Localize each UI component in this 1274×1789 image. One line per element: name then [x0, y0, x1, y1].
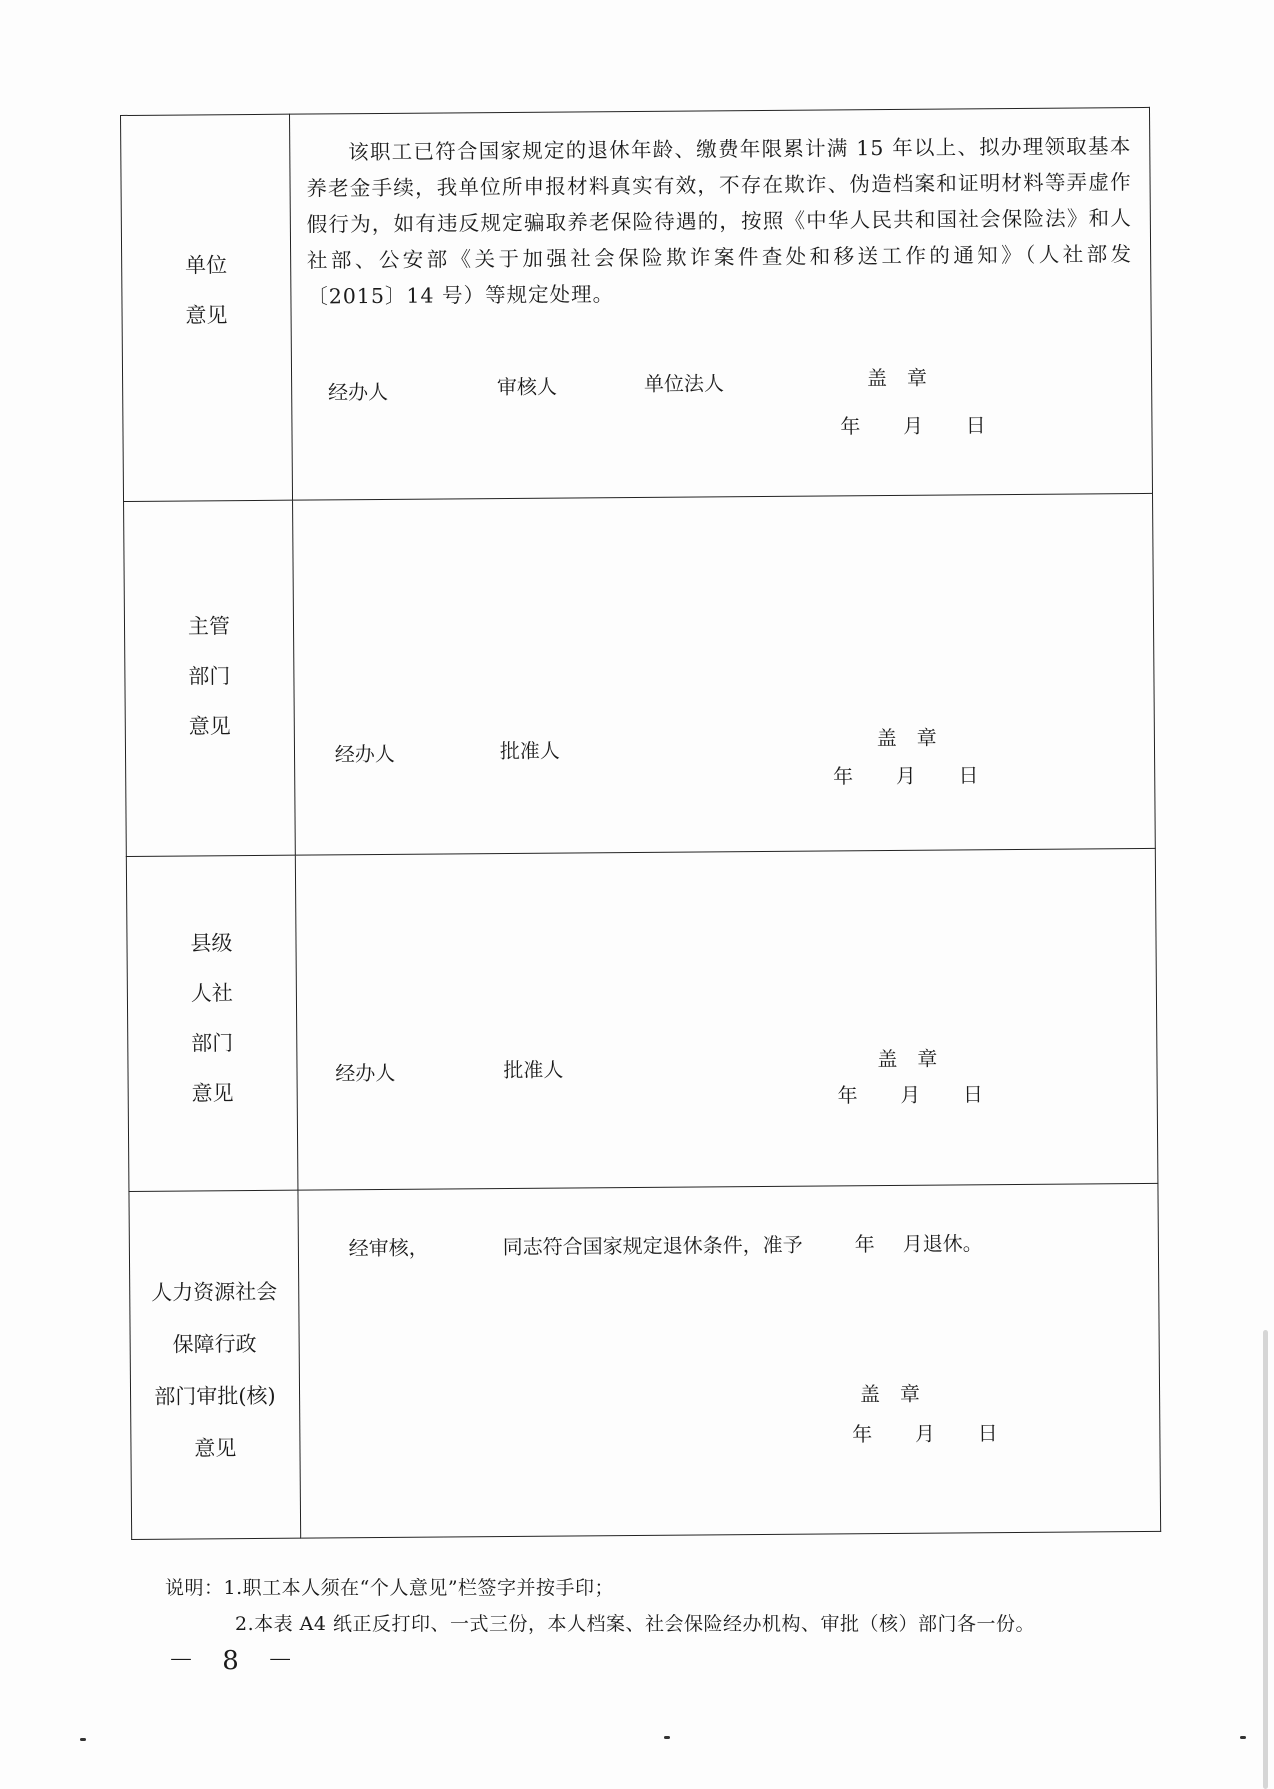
vertical-scrollbar[interactable] — [1263, 1330, 1268, 1789]
label-char: 障 — [193, 1332, 215, 1357]
seal-label: 盖 章 — [877, 1046, 938, 1072]
label-char: 意 — [191, 1081, 213, 1106]
label-char: 见 — [206, 303, 228, 328]
statement-part: 同志符合国家规定退休条件，准予 — [502, 1232, 803, 1260]
handler-signature-label: 经办人 — [334, 741, 395, 767]
supervisor-opinion-label — [125, 601, 294, 752]
label-char: 县 — [190, 931, 212, 956]
unit-opinion-row — [121, 107, 1153, 501]
month-label: 月 — [902, 413, 924, 438]
approval-form-table — [120, 107, 1161, 1540]
date-line — [852, 1417, 998, 1447]
year-label: 年 — [840, 414, 861, 439]
month-label: 月 — [900, 1082, 921, 1107]
label-char: 意 — [188, 714, 210, 739]
day-label: 日 — [977, 1421, 998, 1446]
label-char: 位 — [205, 253, 228, 278]
label-char: 意 — [185, 303, 207, 328]
label-char: 部 — [191, 1031, 213, 1056]
label-char: 行 — [214, 1332, 236, 1357]
label-line: 人力资源社会 — [151, 1279, 278, 1305]
label-char: 见 — [212, 1081, 234, 1106]
label-char: 门 — [209, 664, 231, 689]
label-line: 部门审批(核) — [154, 1383, 276, 1409]
scan-speck — [1240, 1736, 1246, 1739]
label-char: 保 — [172, 1332, 194, 1357]
statement-part: 月退休。 — [902, 1231, 983, 1256]
label-char: 部 — [188, 664, 210, 689]
note-line-2: 2.本表 A4 纸正反打印、一式三份，本人档案、社会保险经办机构、审批（核）部门各一份。 — [235, 1613, 1036, 1635]
statement-part: 年 — [854, 1232, 875, 1257]
label-char: 单 — [184, 253, 207, 278]
label-char: 级 — [211, 931, 233, 956]
hrss-approval-content-cell — [298, 1183, 1161, 1538]
date-line — [833, 759, 979, 789]
label-char: 主 — [187, 614, 210, 639]
approver-signature-label: 批准人 — [499, 738, 560, 764]
county-hr-opinion-row — [126, 848, 1158, 1191]
unit-opinion-content-cell — [289, 107, 1152, 500]
label-char: 政 — [235, 1331, 257, 1357]
supervisor-opinion-label-cell — [124, 500, 296, 856]
county-hr-opinion-label-cell — [126, 855, 297, 1191]
label-char: 社 — [211, 981, 233, 1006]
form-notes — [165, 1570, 1035, 1642]
month-label: 月 — [914, 1421, 936, 1446]
day-label: 日 — [958, 763, 979, 788]
supervisor-opinion-content-cell — [292, 493, 1155, 855]
handler-signature-label: 经办人 — [335, 1060, 396, 1086]
seal-label: 盖 章 — [876, 725, 937, 751]
page-number: － 8 － — [168, 1646, 304, 1676]
scan-speck — [80, 1738, 86, 1741]
supervisor-opinion-row — [124, 493, 1156, 856]
county-hr-opinion-label — [127, 918, 296, 1119]
scan-speck — [664, 1736, 670, 1739]
day-label: 日 — [962, 1082, 984, 1107]
label-char: 意 — [194, 1436, 216, 1461]
note-line-1: 说明：1.职工本人须在“个人意见”栏签字并按手印； — [165, 1577, 615, 1599]
county-hr-opinion-content-cell — [295, 848, 1158, 1190]
hrss-approval-label — [130, 1266, 299, 1475]
unit-opinion-label — [122, 240, 291, 341]
month-label: 月 — [895, 763, 916, 788]
reviewer-signature-label: 审核人 — [496, 374, 558, 400]
date-line — [840, 409, 986, 439]
unit-declaration-paragraph: 该职工已符合国家规定的退休年龄、缴费年限累计满 15 年以上、拟办理领取基本养老金手续，我单位所申报材料真实有效，不存在欺诈、伪造档案和证明材料等弄虚作假行为，如有违反规定骗取养老保险待遇的，按照《中华人民共和国社会保险法》和人社部、公安部《关于加强社会保险欺诈案件查处和移送工作的通知》（人社部发〔2015〕14 号）等规定处理。 — [306, 134, 1133, 309]
handler-signature-label: 经办人 — [327, 379, 389, 405]
approver-signature-label: 批准人 — [503, 1057, 564, 1083]
year-label: 年 — [837, 1083, 858, 1108]
label-char: 见 — [215, 1436, 237, 1461]
approval-statement — [349, 1227, 983, 1261]
label-char: 管 — [208, 614, 231, 639]
label-char: 门 — [212, 1031, 234, 1056]
seal-label: 盖 章 — [859, 1381, 920, 1407]
year-label: 年 — [852, 1422, 873, 1447]
label-char: 人 — [190, 981, 212, 1006]
date-line — [837, 1078, 983, 1108]
label-char: 见 — [209, 714, 231, 739]
statement-part: 经审核， — [348, 1235, 429, 1261]
seal-label: 盖 章 — [866, 365, 928, 391]
hrss-approval-opinion-row — [129, 1183, 1161, 1539]
legal-person-signature-label: 单位法人 — [643, 371, 725, 396]
unit-opinion-label-cell — [121, 114, 293, 501]
hrss-approval-label-cell — [129, 1190, 301, 1539]
year-label: 年 — [832, 764, 854, 789]
day-label: 日 — [965, 413, 986, 438]
